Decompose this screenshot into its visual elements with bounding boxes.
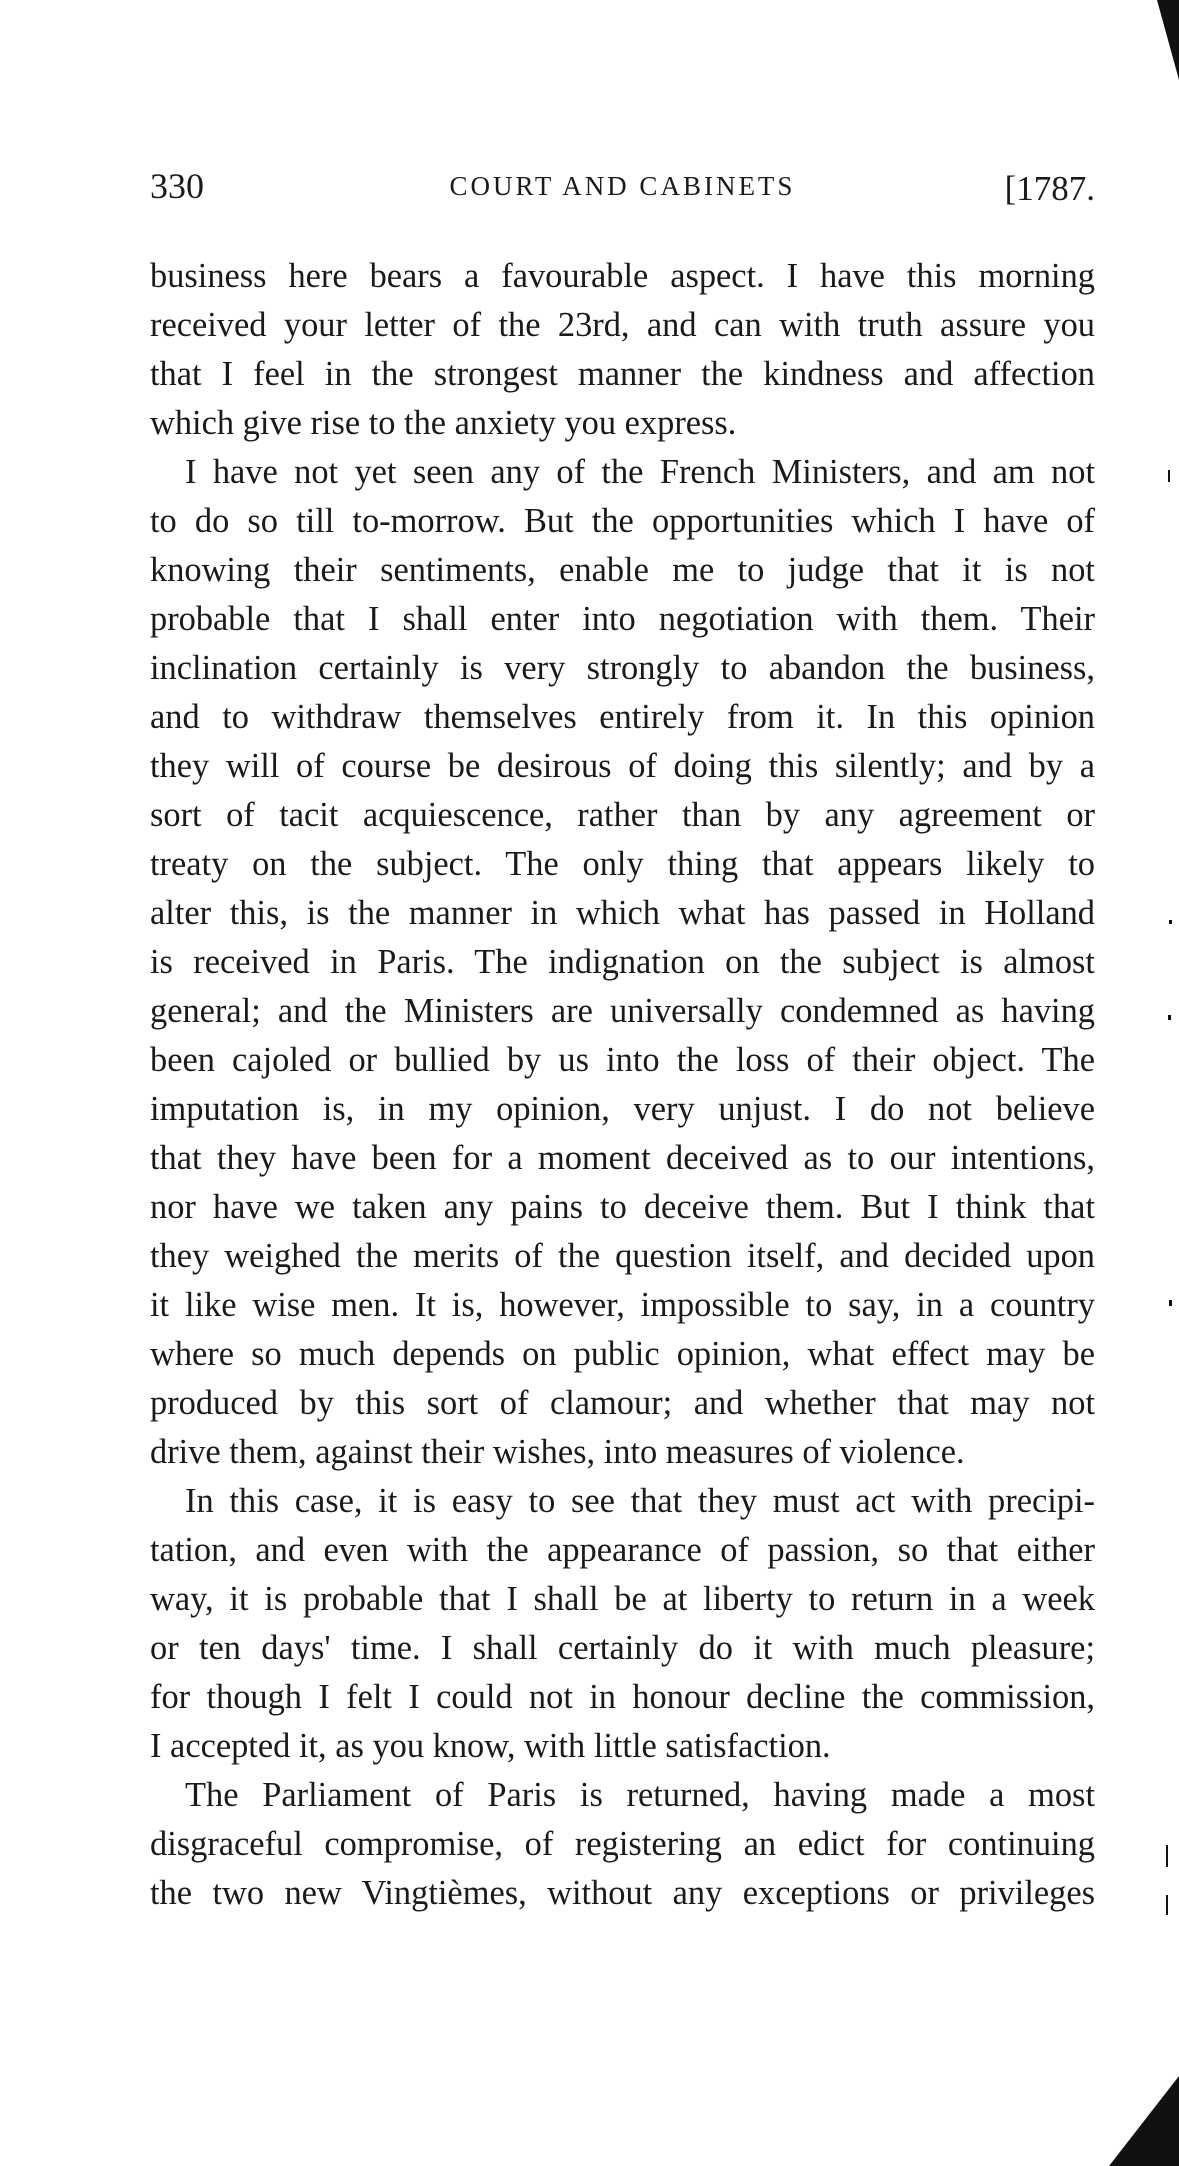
page-corner-mark-top xyxy=(1157,0,1179,80)
text-line: where so much depends on public opinion, what effect may be xyxy=(150,1335,1095,1373)
text-line: tation, and even with the appearance of passion, so that either xyxy=(150,1531,1095,1569)
paragraph xyxy=(150,1477,1095,1771)
text-line: treaty on the subject. The only thing that appears likely to xyxy=(150,845,1095,883)
text-line: general; and the Ministers are universally condemned as having xyxy=(150,992,1095,1030)
page-number: 330 xyxy=(150,166,204,206)
text-line: I accepted it, as you know, with little satisfaction. xyxy=(150,1727,831,1765)
body-text xyxy=(150,252,1095,1918)
page-corner-mark-bottom xyxy=(1109,2076,1179,2166)
text-line: way, it is probable that I shall be at liberty to return in a week xyxy=(150,1580,1095,1618)
edge-mark xyxy=(1169,920,1172,924)
edge-mark xyxy=(1168,470,1170,482)
text-line: disgraceful compromise, of registering an edict for continuing xyxy=(150,1825,1095,1863)
text-line: to do so till to-morrow. But the opportunities which I have of xyxy=(150,502,1095,540)
text-line: the two new Vingtièmes, without any exceptions or privileges xyxy=(150,1874,1095,1912)
text-line: been cajoled or bullied by us into the loss of their object. The xyxy=(150,1041,1095,1079)
text-line: for though I felt I could not in honour decline the commission, xyxy=(150,1678,1095,1716)
text-line: I have not yet seen any of the French Ministers, and am not xyxy=(185,453,1095,491)
running-title: COURT AND CABINETS xyxy=(449,171,796,201)
running-head xyxy=(150,165,1095,215)
text-line: that I feel in the strongest manner the kindness and affection xyxy=(150,355,1095,393)
text-line: that they have been for a moment deceived as to our intentions, xyxy=(150,1139,1095,1177)
edge-mark xyxy=(1166,1895,1168,1915)
text-line: or ten days' time. I shall certainly do it with much pleasure; xyxy=(150,1629,1095,1667)
text-line: nor have we taken any pains to deceive them. But I think that xyxy=(150,1188,1095,1226)
text-line: produced by this sort of clamour; and whether that may not xyxy=(150,1384,1095,1422)
text-line: it like wise men. It is, however, impossible to say, in a country xyxy=(150,1286,1095,1324)
text-line: they weighed the merits of the question itself, and decided upon xyxy=(150,1237,1095,1275)
text-line: In this case, it is easy to see that they must act with precipi- xyxy=(185,1482,1095,1520)
text-line: inclination certainly is very strongly to abandon the business, xyxy=(150,649,1095,687)
edge-mark xyxy=(1168,1015,1171,1020)
text-line: received your letter of the 23rd, and can with truth assure you xyxy=(150,306,1095,344)
text-line: drive them, against their wishes, into measures of violence. xyxy=(150,1433,965,1471)
running-year: [1787. xyxy=(1004,169,1095,208)
text-line: knowing their sentiments, enable me to judge that it is not xyxy=(150,551,1095,589)
text-line: The Parliament of Paris is returned, having made a most xyxy=(185,1776,1095,1814)
text-line: alter this, is the manner in which what has passed in Holland xyxy=(150,894,1095,932)
text-line: probable that I shall enter into negotiation with them. Their xyxy=(150,600,1095,638)
text-line: imputation is, in my opinion, very unjust. I do not believe xyxy=(150,1090,1095,1128)
text-line: they will of course be desirous of doing this silently; and by a xyxy=(150,747,1095,785)
paragraph xyxy=(150,1771,1095,1918)
text-line: business here bears a favourable aspect. I have this morning xyxy=(150,257,1095,295)
text-line: which give rise to the anxiety you express. xyxy=(150,404,737,442)
paragraph xyxy=(150,252,1095,448)
text-line: is received in Paris. The indignation on the subject is almost xyxy=(150,943,1095,981)
text-line: sort of tacit acquiescence, rather than by any agreement or xyxy=(150,796,1095,834)
edge-mark xyxy=(1166,1845,1168,1867)
edge-mark xyxy=(1169,1300,1172,1306)
text-line: and to withdraw themselves entirely from it. In this opinion xyxy=(150,698,1095,736)
paragraph xyxy=(150,448,1095,1477)
